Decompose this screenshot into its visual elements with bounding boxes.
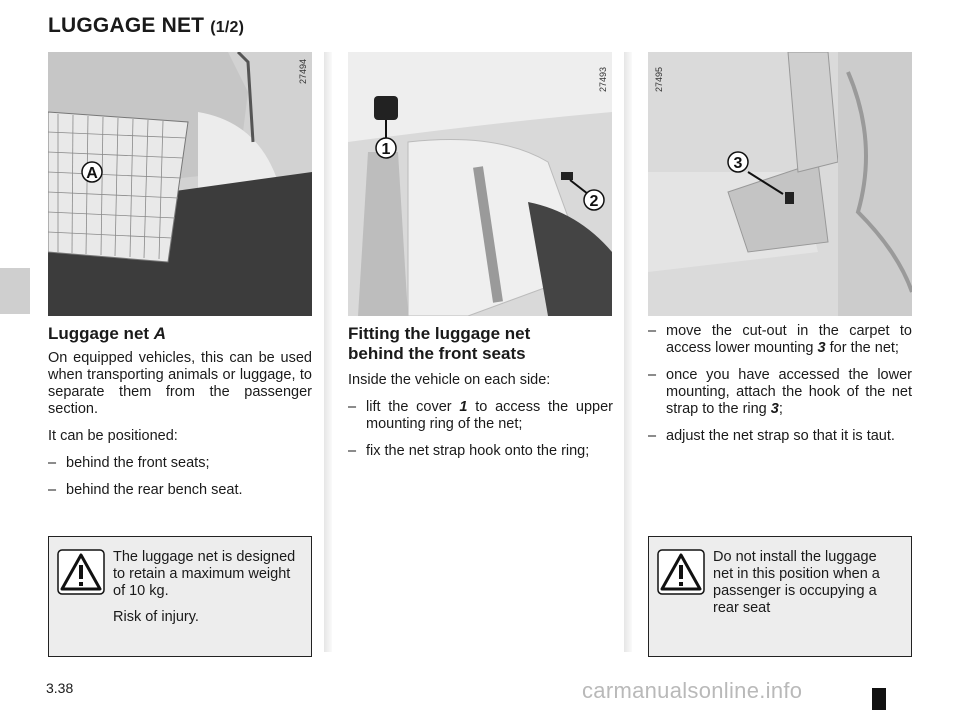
warning-text: Do not install the luggage net in this position when a passenger is occupying a rear seat [713,549,880,616]
figure-illustration [348,52,612,316]
section-heading [348,324,613,364]
figure-luggage-net-front [348,52,612,316]
column-divider [324,52,332,652]
figure-code: 27493 [598,66,608,92]
page-number: 3.38 [46,680,74,696]
warning-triangle-icon [57,549,105,595]
page-title-main: LUGGAGE NET [48,14,205,37]
figure-illustration [48,52,312,316]
column-divider [624,52,632,652]
heading-line: Fitting the luggage net [348,324,531,343]
callout-A: A [86,165,98,182]
corner-marker [872,688,886,710]
step-item: – once you have accessed the lower mounting, attach the hook of the net strap to the ring 3; [648,367,912,418]
warning-triangle-icon [657,549,705,595]
position-item: – behind the front seats; [48,455,312,472]
page-title [48,14,244,38]
page-title-suffix: (1/2) [210,19,245,36]
section-tab [0,268,30,314]
watermark: carmanualsonline.info [582,678,803,703]
figure-luggage-net-rear [48,52,312,316]
callout-2: 2 [589,193,599,210]
column-2-text [348,324,613,470]
step-item: – lift the cover 1 to access the upper mounting ring of the net; [348,399,613,433]
figure-lower-mounting [648,52,912,316]
intro-paragraph: On equipped vehicles, this can be used when transporting animals or luggage, to separate them from the passenger section. [48,350,312,417]
warning-text: Risk of injury. [113,609,199,625]
callout-1: 1 [381,141,391,158]
heading-text: Luggage net [48,324,150,343]
column-3-text [648,323,912,455]
heading-line: behind the front seats [348,344,526,363]
ref-number: 1 [459,399,468,415]
heading-ref: A [153,324,167,343]
step-item: – move the cut-out in the carpet to access lower mounting 3 for the net; [648,323,912,357]
warning-box-weight [48,536,312,657]
column-1-text [48,324,312,509]
callout-3: 3 [733,155,743,172]
positions-intro: It can be positioned: [48,428,178,444]
figure-code: 27495 [654,66,664,92]
step-item: – adjust the net strap so that it is taut. [648,428,912,445]
figure-illustration [648,52,912,316]
ref-number: 3 [817,340,826,356]
figure-code: 27494 [298,58,308,84]
position-item: – behind the rear bench seat. [48,482,312,499]
warning-text: The luggage net is designed to retain a maximum weight of 10 kg. [113,549,296,599]
step-item: – fix the net strap hook onto the ring; [348,443,613,460]
intro-paragraph: Inside the vehicle on each side: [348,372,551,388]
ref-number: 3 [770,401,779,417]
warning-box-passenger [648,536,912,657]
section-heading [48,324,312,344]
